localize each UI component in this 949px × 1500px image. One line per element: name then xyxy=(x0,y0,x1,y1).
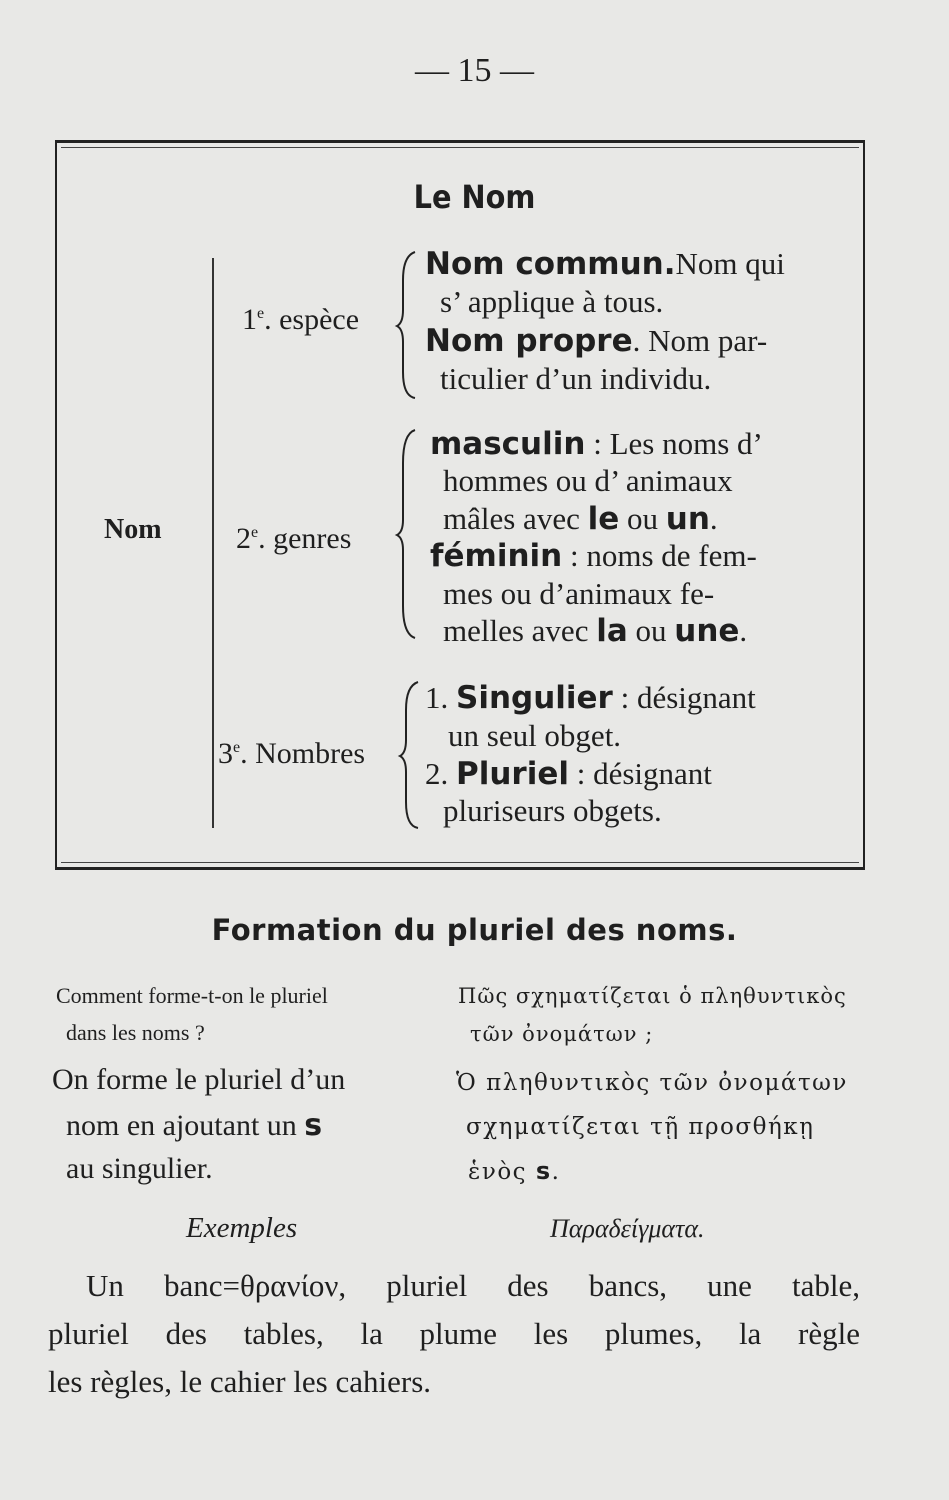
nombres-line-1-bold: Singulier xyxy=(456,680,613,716)
genres-line-5-text: mes ou d’animaux fe- xyxy=(443,576,715,611)
answer-gr-line-3 xyxy=(468,1157,560,1185)
genres-line-3-bold2: un xyxy=(665,501,710,537)
species-line-4-text: ticulier d’un individu. xyxy=(440,361,712,396)
outer-bracket-line xyxy=(212,258,214,828)
genres-line-3-bold: le xyxy=(587,501,620,537)
paragraph-line-1: Un banc=θρανίον, pluriel des bancs, une table, xyxy=(86,1268,860,1303)
species-line-1 xyxy=(425,246,785,282)
species-line-3-bold: Nom propre xyxy=(425,323,633,359)
genres-line-6-text: ou xyxy=(627,613,675,648)
question-fr-line-2: dans les noms ? xyxy=(66,1020,205,1045)
genres-line-1-text: : Les noms d’ xyxy=(585,426,763,461)
genres-line-3-text: ou xyxy=(619,501,666,536)
examples-fr: Exemples xyxy=(186,1212,298,1244)
genres-line-6-post: . xyxy=(739,613,748,648)
examples-paragraph xyxy=(48,1262,860,1406)
answer-gr-line-3-text: ἑνὸς xyxy=(468,1159,536,1185)
box-title: Le Nom xyxy=(413,178,536,216)
genres-line-3-pre: mâles avec xyxy=(443,501,588,536)
genres-line-6-pre: melles avec xyxy=(443,613,597,648)
section-title: Formation du pluriel des noms. xyxy=(211,913,738,947)
species-brace xyxy=(395,250,417,400)
genres-line-4 xyxy=(430,538,757,574)
paragraph-line-2: pluriel des tables, la plume les plumes, la règle xyxy=(48,1316,860,1351)
answer-fr-line-2-bold: s xyxy=(304,1108,323,1143)
species-line-2 xyxy=(440,284,663,320)
nombres-line-2-text: un seul obget. xyxy=(448,718,622,753)
species-label: 1e. espèce xyxy=(242,303,360,336)
answer-fr-line-1: On forme le pluriel d’un xyxy=(52,1063,346,1096)
nombres-line-3 xyxy=(425,756,712,792)
species-line-4 xyxy=(440,361,711,397)
examples-gr: Παραδείγματα. xyxy=(550,1214,705,1243)
answer-fr-line-2 xyxy=(66,1108,322,1143)
nombres-line-4 xyxy=(443,793,662,829)
page-number: — 15 — xyxy=(415,52,534,89)
answer-gr-line-2: σχηματίζεται τῇ προσθήκῃ xyxy=(466,1114,815,1140)
genres-line-2-text: hommes ou d’ animaux xyxy=(443,463,733,498)
paragraph-line-3: les règles, le cahier les cahiers. xyxy=(48,1364,432,1399)
species-line-3 xyxy=(425,323,767,359)
answer-gr-line-3-bold: s xyxy=(535,1157,552,1185)
genres-line-6-bold2: une xyxy=(674,613,740,649)
genres-line-1 xyxy=(430,426,763,462)
genres-line-6 xyxy=(443,613,747,649)
nombres-line-3-pre: 2. xyxy=(425,756,456,791)
nombres-line-4-text: pluriseurs obgets. xyxy=(443,793,662,828)
answer-gr-line-1: Ὁ πληθυντικὸς τῶν ὀνομάτων xyxy=(456,1070,848,1096)
answer-gr-line-3-post: . xyxy=(551,1159,561,1185)
question-gr-line-1: Πῶς σχηματίζεται ὁ πληθυντικὸς xyxy=(458,984,847,1008)
nombres-brace xyxy=(398,680,420,830)
nombres-line-3-text: : désignant xyxy=(568,756,712,791)
root-label: Nom xyxy=(104,514,162,545)
genres-line-2 xyxy=(443,463,733,499)
genres-label: 2e. genres xyxy=(236,522,352,555)
genres-line-4-text: : noms de fem- xyxy=(562,538,757,573)
species-line-3-text: . Nom par- xyxy=(632,323,768,358)
species-line-2-text: s’ applique à tous. xyxy=(440,284,664,319)
answer-fr-line-2-text: nom en ajoutant un xyxy=(66,1109,305,1142)
nombres-line-1-pre: 1. xyxy=(425,680,456,715)
answer-fr-line-3: au singulier. xyxy=(66,1152,213,1185)
genres-line-3-post: . xyxy=(709,501,718,536)
genres-line-3 xyxy=(443,501,718,537)
genres-line-4-bold: féminin xyxy=(430,538,563,574)
question-fr-line-1: Comment forme-t-on le pluriel xyxy=(56,983,328,1008)
nombres-line-1-text: : désignant xyxy=(612,680,756,715)
genres-line-5 xyxy=(443,576,714,612)
genres-line-6-bold: la xyxy=(596,613,628,649)
nombres-label: 3e. Nombres xyxy=(218,737,366,770)
nombres-line-2 xyxy=(448,718,621,754)
nombres-line-1 xyxy=(425,680,756,716)
nombres-line-3-bold: Pluriel xyxy=(456,756,569,792)
genres-brace xyxy=(395,428,417,640)
species-line-1-bold: Nom commun. xyxy=(425,246,676,282)
species-line-1-text: Nom qui xyxy=(675,246,785,281)
question-gr-line-2: τῶν ὀνομάτων ; xyxy=(470,1022,654,1046)
genres-line-1-bold: masculin xyxy=(430,426,586,462)
